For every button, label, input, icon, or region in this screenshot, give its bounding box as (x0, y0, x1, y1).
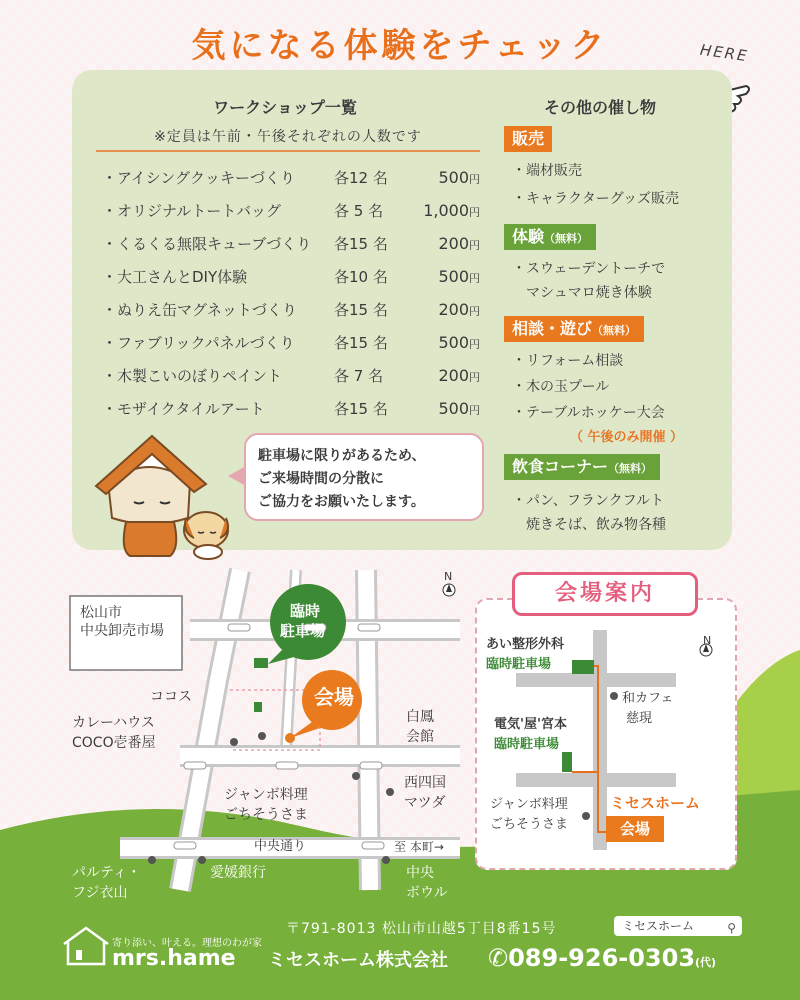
mrs-home-label: ミセスホーム (610, 794, 701, 812)
workshop-price: 1,000円 (423, 201, 480, 220)
list-item: ・木の玉プール (512, 379, 610, 395)
workshop-list (96, 166, 480, 430)
inset-jumbo-2: ごちそうさま (490, 817, 569, 832)
workshop-price: 500円 (438, 333, 480, 352)
cafe-label-2: 慈現 (626, 711, 653, 726)
parking-label-2: 駐車場 (280, 622, 326, 640)
workshop-price: 500円 (438, 168, 480, 187)
workshop-name: ・大工さんとDIY体験 (102, 268, 248, 286)
hakuho-label-2: 会館 (406, 729, 434, 745)
inset-north-label: N (703, 634, 712, 647)
parking-label-1: 臨時 (290, 602, 321, 620)
house-mascot-icon (90, 432, 240, 560)
workshop-capacity: 各15 名 (334, 334, 388, 352)
workshop-name: ・オリジナルトートバッグ (102, 202, 281, 220)
to-honmachi-label: 至 本町→ (394, 840, 444, 854)
hakuho-label-1: 白鳳 (406, 709, 434, 725)
workshop-name: ・くるくる無限キューブづくり (102, 235, 312, 253)
inset-title: 会場案内 (512, 572, 698, 616)
inset-parking-2: 臨時駐車場 (494, 737, 560, 752)
list-item: ・キャラクターグッズ販売 (512, 191, 680, 207)
workshop-name: ・木製こいのぼりペイント (102, 367, 283, 385)
nishi-label-2: マツダ (404, 795, 446, 811)
list-item: ・リフォーム相談 (512, 353, 624, 369)
search-box[interactable] (614, 916, 742, 936)
list-item: ・テーブルホッケー大会 (512, 405, 665, 421)
cafe-label-1: 和カフェ (622, 691, 674, 706)
experience-tag: 体験（無料） (504, 224, 596, 250)
workshop-capacity: 各15 名 (334, 301, 388, 319)
notice-line: ご協力をお願いたします。 (258, 494, 425, 510)
workshop-capacity: 各12 名 (334, 169, 388, 187)
inset-jumbo-1: ジャンボ料理 (490, 797, 568, 812)
workshop-name: ・アイシングクッキーづくり (102, 169, 295, 187)
list-item: ・端材販売 (512, 163, 582, 179)
ai-clinic-label: あい整形外科 (486, 637, 565, 652)
denki-label: 電気'屋'宮本 (494, 717, 567, 732)
chuo-dori-label: 中央通り (254, 839, 307, 854)
list-item (96, 298, 480, 331)
phone-icon: ✆ (488, 944, 509, 972)
workshop-capacity: 各15 名 (334, 235, 388, 253)
here-label: HERE (698, 40, 750, 66)
company-name: ミセスホーム株式会社 (268, 950, 448, 971)
list-item: ・スウェーデントーチで (512, 261, 666, 277)
workshop-note: ※定員は午前・午後それぞれの人数です (154, 129, 422, 145)
curry-label-2: COCO壱番屋 (72, 735, 156, 751)
workshop-name: ・モザイクタイルアート (102, 400, 265, 418)
inset-venue-label: 会場 (606, 816, 664, 842)
tagline: 寄り添い、叶える。理想のわが家 (112, 938, 262, 949)
notice-line: 駐車場に限りがあるため、 (258, 448, 426, 464)
list-item (96, 397, 480, 430)
cocos-label: ココス (150, 689, 192, 705)
parking-notice-bubble (244, 433, 484, 521)
jumbo-label-2: ごちそうさま (224, 807, 308, 823)
workshop-price: 500円 (438, 399, 480, 418)
notice-line: ご来場時間の分散に (258, 471, 384, 487)
list-item (96, 199, 480, 232)
workshop-name: ・ファブリックパネルづくり (102, 334, 295, 352)
partie-label-2: フジ衣山 (72, 885, 128, 901)
list-item (96, 166, 480, 199)
search-icon: ⚲ (727, 921, 736, 935)
curry-label-1: カレーハウス (72, 715, 155, 731)
market-label-2: 中央卸売市場 (80, 623, 164, 639)
afternoon-only-note: （ 午後のみ開催 ） (570, 430, 684, 445)
chuo-bowl-label-2: ボウル (406, 885, 448, 901)
phone-number: ✆089-926-0303(代) (488, 944, 717, 972)
consult-tag: 相談・遊び（無料） (504, 316, 644, 342)
workshop-price: 200円 (438, 366, 480, 385)
food-tag: 飲食コーナー（無料） (504, 454, 660, 480)
list-item: 焼きそば、飲み物各種 (512, 517, 666, 533)
search-text: ミセスホーム (622, 919, 695, 933)
venue-label: 会場 (314, 685, 354, 709)
workshop-capacity: 各 5 名 (334, 202, 384, 220)
chuo-bowl-label-1: 中央 (406, 865, 434, 881)
nishi-label-1: 西四国 (404, 775, 446, 791)
workshop-name: ・ぬりえ缶マグネットづくり (102, 301, 297, 319)
divider (96, 150, 480, 152)
workshop-price: 500円 (438, 267, 480, 286)
list-item (96, 364, 480, 397)
list-item (96, 265, 480, 298)
workshop-capacity: 各10 名 (334, 268, 388, 286)
list-item (96, 232, 480, 265)
other-events-heading: その他の催し物 (543, 98, 656, 117)
workshop-capacity: 各 7 名 (334, 367, 384, 385)
north-label: N (444, 570, 453, 583)
address: 〒791-8013 松山市山越5丁目8番15号 (286, 921, 557, 937)
ehime-bank-label: 愛媛銀行 (210, 865, 266, 881)
sales-tag: 販売 (504, 126, 552, 152)
workshop-price: 200円 (438, 234, 480, 253)
page-title: 気になる体験をチェック (191, 26, 609, 66)
workshop-capacity: 各15 名 (334, 400, 388, 418)
partie-label-1: パルティ・ (72, 865, 141, 881)
workshop-price: 200円 (438, 300, 480, 319)
list-item (96, 331, 480, 364)
workshop-heading: ワークショップ一覧 (213, 98, 357, 117)
list-item: マシュマロ焼き体験 (512, 285, 652, 301)
market-label-1: 松山市 (80, 605, 122, 621)
house-logo-icon (58, 924, 114, 968)
list-item: ・パン、フランクフルト (512, 493, 665, 509)
jumbo-label-1: ジャンボ料理 (224, 787, 308, 803)
brand-logo: mrs.hame (112, 946, 236, 971)
inset-parking-1: 臨時駐車場 (486, 657, 552, 672)
